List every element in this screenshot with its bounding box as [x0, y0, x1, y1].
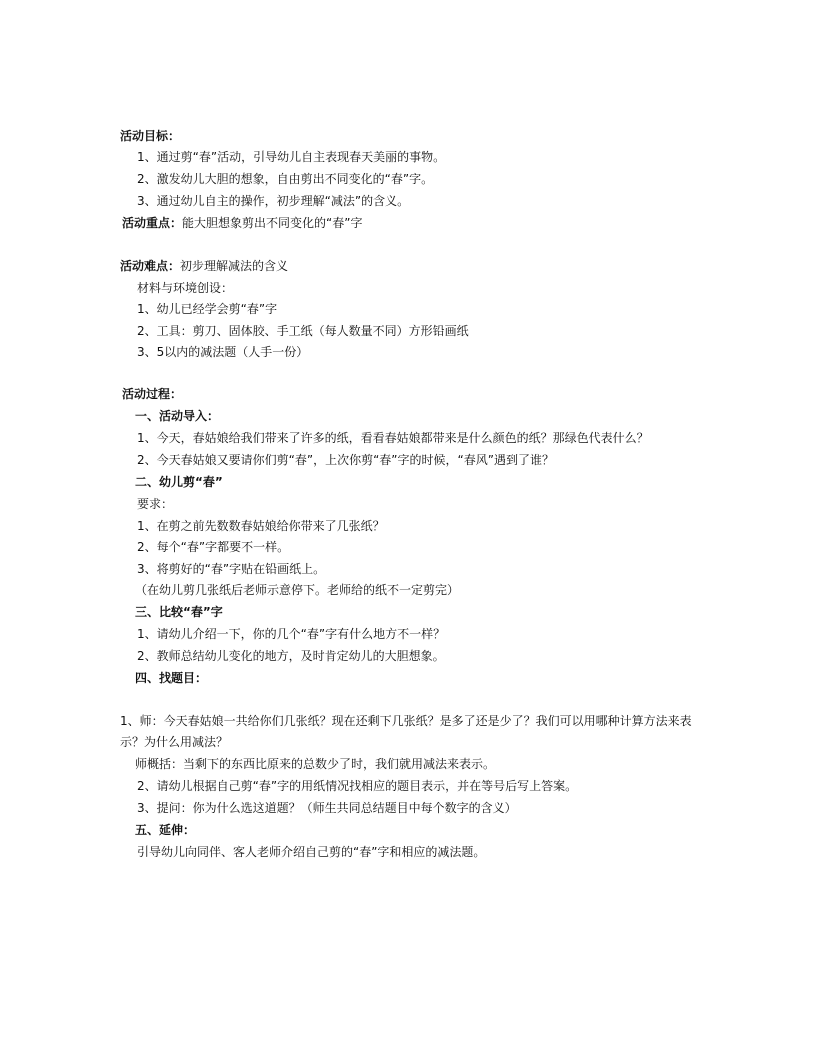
section3-title: 三、比较“春”字 — [135, 605, 223, 619]
difficulty-label: 活动难点： — [120, 259, 181, 273]
material-item-2: 2、工具：剪刀、固体胶、手工纸（每人数量不同）方形铅画纸 — [137, 324, 469, 338]
section2-title: 二、幼儿剪“春” — [135, 475, 223, 489]
goals-heading: 活动目标： — [120, 129, 181, 143]
section4-item-1-line-2: 示？为什么用减法？ — [120, 735, 229, 749]
goal-item-3: 3、通过幼儿自主的操作，初步理解“减法”的含义。 — [137, 194, 410, 208]
material-item-1: 1、幼儿已经学会剪“春”字 — [137, 302, 278, 316]
section4-item-1-line-1: 1、师：今天春姑娘一共给你们几张纸？现在还剩下几张纸？是多了还是少了？我们可以用哪种计算方法来表 — [120, 714, 692, 728]
section4-summary: 师概括：当剩下的东西比原来的总数少了时，我们就用减法来表示。 — [135, 757, 496, 771]
section4-title: 四、找题目： — [135, 671, 208, 685]
section4-item-2: 2、请幼儿根据自己剪“春”字的用纸情况找相应的题目表示，并在等号后写上答案。 — [137, 779, 578, 793]
section1-title: 一、活动导入： — [135, 409, 220, 423]
difficulty-text: 初步理解减法的含义 — [180, 259, 289, 273]
materials-heading: 材料与环境创设： — [137, 281, 234, 295]
material-item-3: 3、5以内的减法题（人手一份） — [137, 345, 309, 359]
section2-requirement: 要求： — [137, 497, 174, 511]
section1-item-2: 2、今天春姑娘又要请你们剪“春”，上次你剪“春”字的时候，“春风”遇到了谁？ — [137, 453, 554, 467]
section3-item-1: 1、请幼儿介绍一下，你的几个“春”字有什么地方不一样？ — [137, 627, 446, 641]
section4-item-3: 3、提问：你为什么选这道题？（师生共同总结题目中每个数字的含义） — [137, 801, 517, 815]
section3-item-2: 2、教师总结幼儿变化的地方，及时肯定幼儿的大胆想象。 — [137, 649, 445, 663]
key-point-label: 活动重点： — [122, 216, 183, 230]
section2-item-3: 3、将剪好的“春”字贴在铅画纸上。 — [137, 562, 326, 576]
section1-item-1: 1、今天，春姑娘给我们带来了许多的纸，看看春姑娘都带来是什么颜色的纸？那绿色代表什么？ — [137, 431, 649, 445]
section5-title: 五、延伸： — [135, 823, 196, 837]
key-point-text: 能大胆想象剪出不同变化的“春”字 — [182, 216, 363, 230]
difficulty-line — [120, 258, 288, 274]
key-point-line — [122, 215, 362, 231]
process-heading: 活动过程： — [122, 387, 183, 401]
section2-item-2: 2、每个“春”字都要不一样。 — [137, 540, 290, 554]
section2-item-1: 1、在剪之前先数数春姑娘给你带来了几张纸？ — [137, 519, 385, 533]
section5-text: 引导幼儿向同伴、客人老师介绍自己剪的“春”字和相应的减法题。 — [137, 845, 486, 859]
section2-note: （在幼儿剪几张纸后老师示意停下。老师给的纸不一定剪完） — [135, 583, 460, 597]
goal-item-1: 1、通过剪“春”活动，引导幼儿自主表现春天美丽的事物。 — [137, 150, 446, 164]
goal-item-2: 2、激发幼儿大胆的想象，自由剪出不同变化的“春”字。 — [137, 172, 434, 186]
